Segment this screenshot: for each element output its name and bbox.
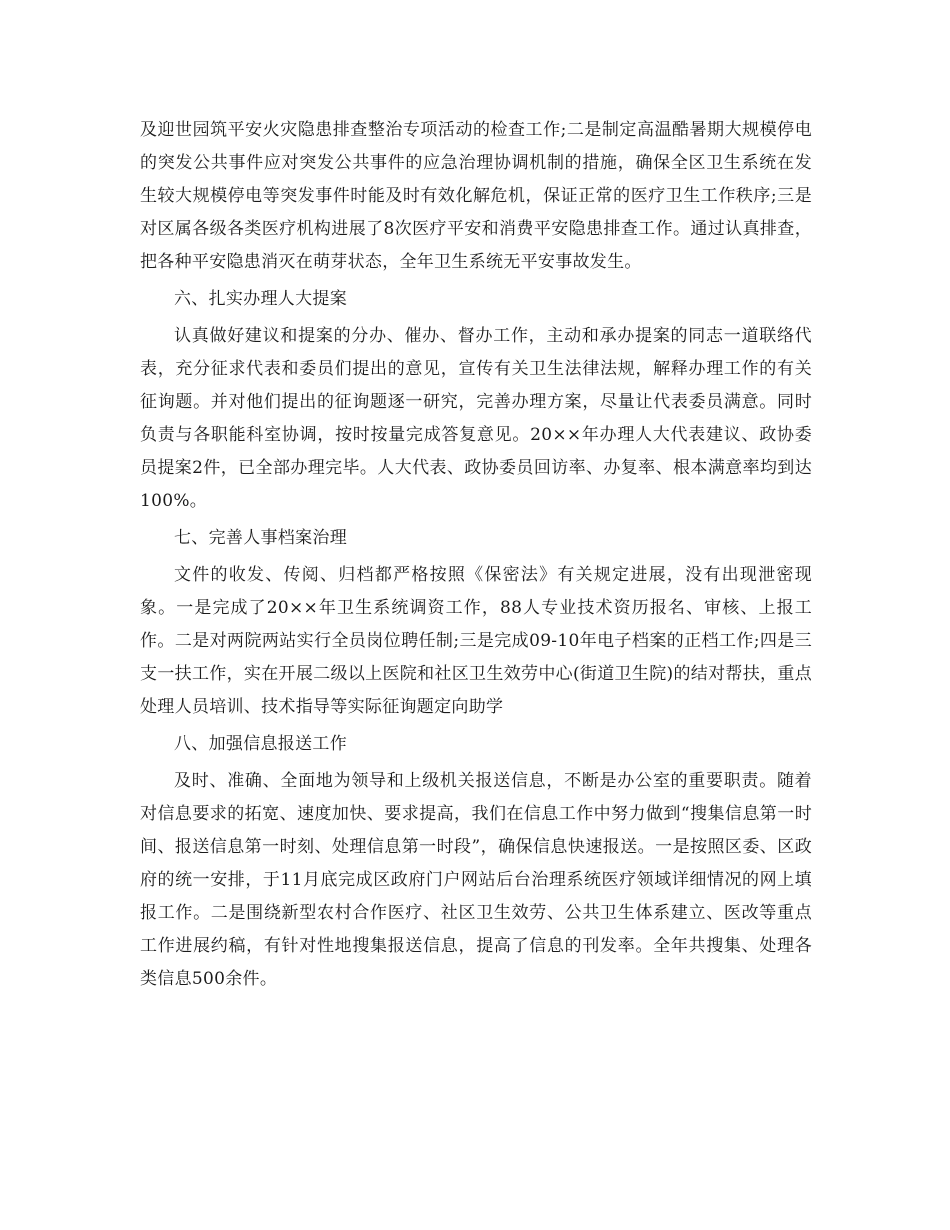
section-heading-six: 六、扎实办理人大提案 [174,289,347,309]
section-heading-eight: 八、加强信息报送工作 [174,734,347,754]
document-body [140,114,812,1000]
section-heading-seven: 七、完善人事档案治理 [174,528,347,548]
paragraph-personnel-archives: 文件的收发、传阅、归档都严格按照《保密法》有关规定进展，没有出现泄密现象。一是完成了20××年卫生系统调资工作，88人专业技术资历报名、审核、上报工作。二是对两院两站实行全员岗位聘任制;三是完成09-10年电子档案的正档工作;四是三支一扶工作，实在开展二级以上医院和社区卫生效劳中心(街道卫生院)的结对帮扶，重点处理人员培训、技术指导等实际征询题定向助学 [140,565,812,717]
paragraph-proposals: 认真做好建议和提案的分办、催办、督办工作，主动和承办提案的同志一道联络代表，充分征求代表和委员们提出的意见，宣传有关卫生法律法规，解释办理工作的有关征询题。并对他们提出的征询题逐一研究，完善办理方案，尽量让代表委员满意。同时负责与各职能科室协调，按时按量完成答复意见。20××年办理人大代表建议、政协委员提案2件，已全部办理完毕。人大代表、政协委员回访率、办复率、根本满意率均到达100%。 [140,326,812,511]
paragraph-safety-inspection: 及迎世园筑平安火灾隐患排查整治专项活动的检查工作;二是制定高温酷暑期大规模停电的突发公共事件应对突发公共事件的应急治理协调机制的措施，确保全区卫生系统在发生较大规模停电等突发事件时能及时有效化解危机，保证正常的医疗卫生工作秩序;三是对区属各级各类医疗机构进展了8次医疗平安和消费平安隐患排查工作。通过认真排查，把各种平安隐患消灭在萌芽状态，全年卫生系统无平安事故发生。 [140,120,812,272]
paragraph-information-reporting: 及时、准确、全面地为领导和上级机关报送信息，不断是办公室的重要职责。随着对信息要求的拓宽、速度加快、要求提高，我们在信息工作中努力做到“搜集信息第一时间、报送信息第一时刻、处理信息第一时段”，确保信息快速报送。一是按照区委、区政府的统一安排，于11月底完成区政府门户网站后台治理系统医疗领域详细情况的网上填报工作。二是围绕新型农村合作医疗、社区卫生效劳、公共卫生体系建立、医改等重点工作进展约稿，有针对性地搜集报送信息，提高了信息的刊发率。全年共搜集、处理各类信息500余件。 [140,771,812,989]
